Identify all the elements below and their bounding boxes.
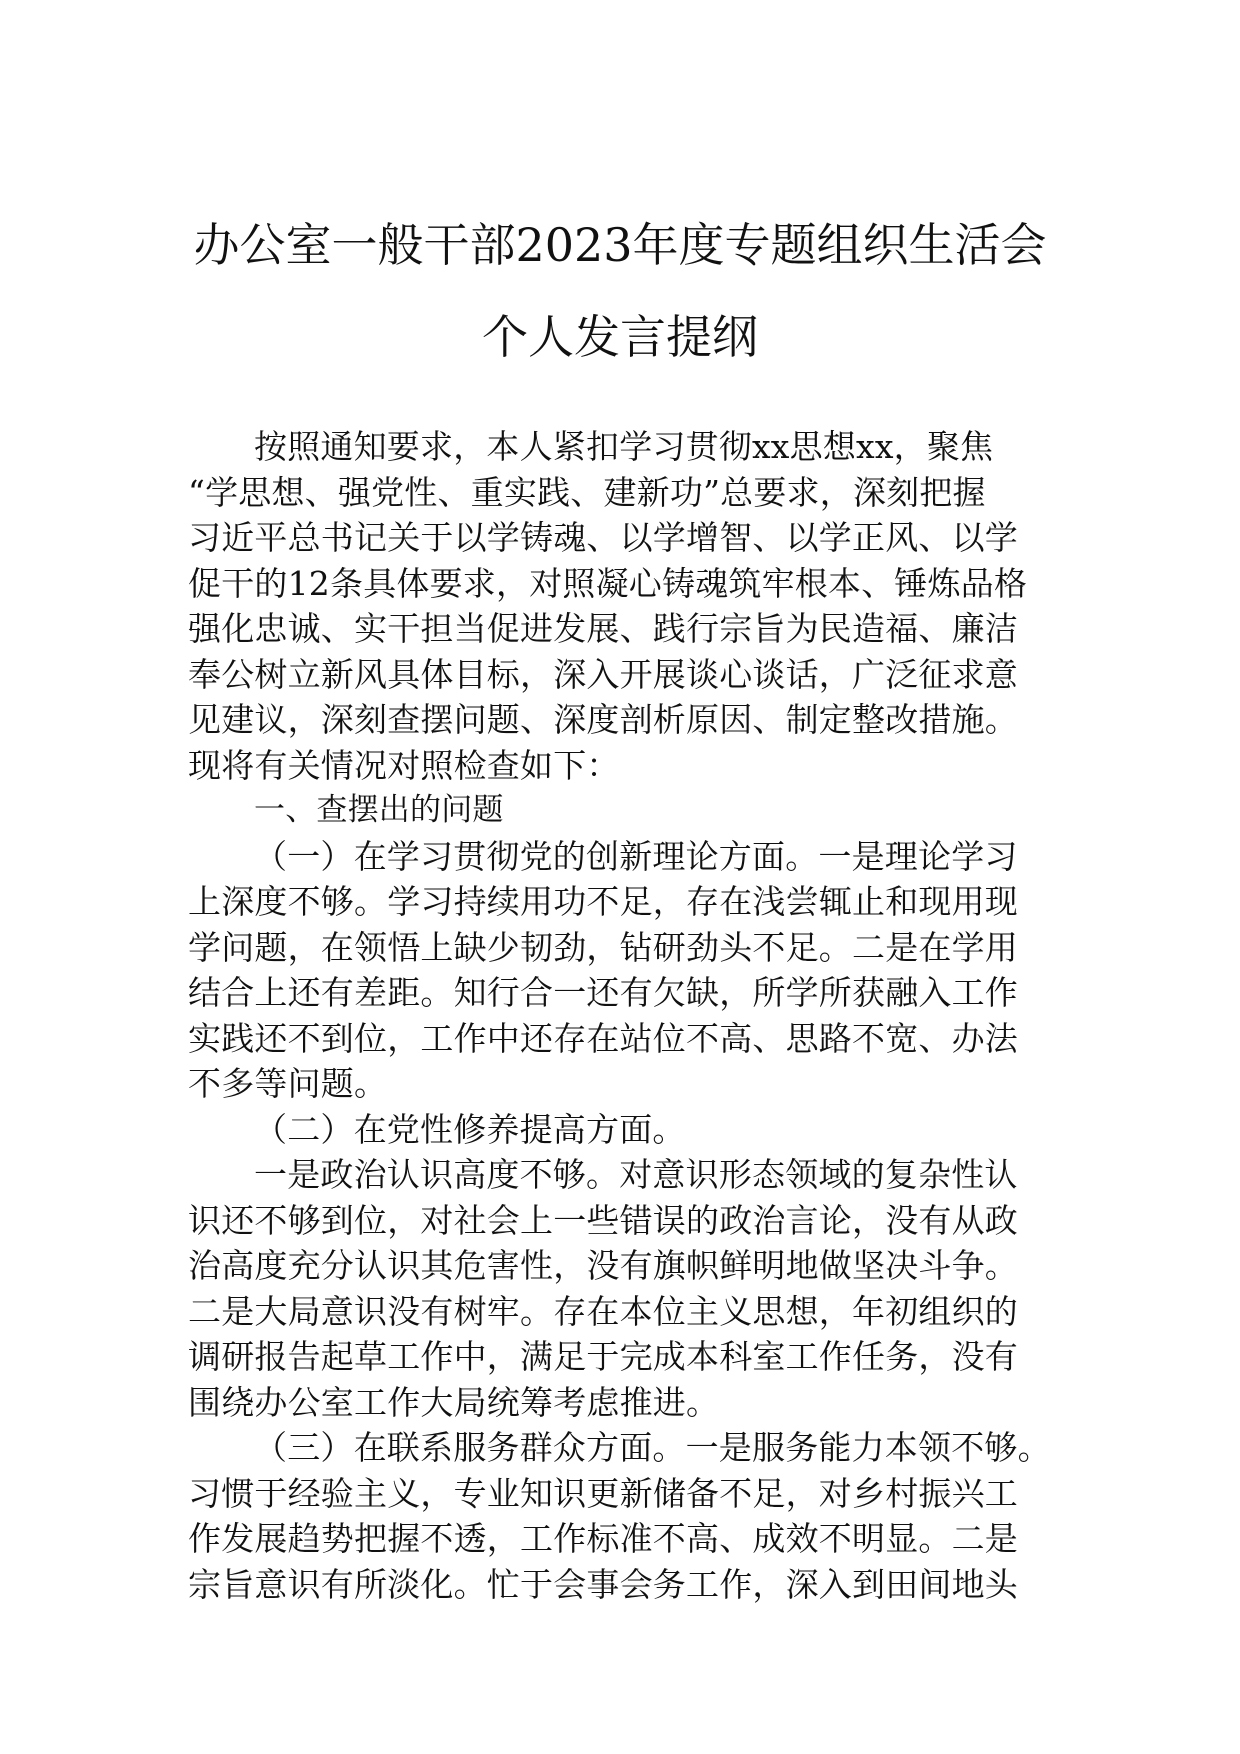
paragraph-line: 按照通知要求，本人紧扣学习贯彻xx思想xx，聚焦 <box>254 427 994 466</box>
paragraph-line: 上深度不够。学习持续用功不足，存在浅尝辄止和现用现 <box>188 882 1018 921</box>
section-heading: 一、查摆出的问题 <box>254 792 504 828</box>
document-title-line-2: 个人发言提纲 <box>482 310 758 364</box>
paragraph-line: 奉公树立新风具体目标，深入开展谈心谈话，广泛征求意 <box>188 654 1018 694</box>
paragraph-line: 见建议，深刻查摆问题、深度剖析原因、制定整改措施。 <box>188 700 1018 739</box>
paragraph-line: 习近平总书记关于以学铸魂、以学增智、以学正风、以学 <box>188 518 1018 557</box>
paragraph-line: 治高度充分认识其危害性，没有旗帜鲜明地做坚决斗争。 <box>188 1246 1018 1285</box>
paragraph-line: （一）在学习贯彻党的创新理论方面。一是理论学习 <box>254 836 1018 876</box>
subsection-heading: （二）在党性修养提高方面。 <box>254 1109 686 1149</box>
paragraph-line: 作发展趋势把握不透，工作标准不高、成效不明显。二是 <box>188 1519 1018 1558</box>
paragraph-line: 促干的12条具体要求，对照凝心铸魂筑牢根本、锤炼品格 <box>188 563 1028 603</box>
paragraph-line: 调研报告起草工作中，满足于完成本科室工作任务，没有 <box>188 1337 1018 1376</box>
paragraph-line: 宗旨意识有所淡化。忙于会事会务工作，深入到田间地头 <box>188 1564 1018 1604</box>
paragraph-line: 二是大局意识没有树牢。存在本位主义思想，年初组织的 <box>188 1291 1018 1331</box>
paragraph-line: 不多等问题。 <box>188 1064 388 1103</box>
paragraph-line: 识还不够到位，对社会上一些错误的政治言论，没有从政 <box>188 1200 1018 1240</box>
paragraph-line: 结合上还有差距。知行合一还有欠缺，所学所获融入工作 <box>188 973 1018 1012</box>
paragraph-line: 强化忠诚、实干担当促进发展、践行宗旨为民造福、廉洁 <box>188 609 1018 648</box>
document-body <box>188 424 1068 1607</box>
document-title-line-1: 办公室一般干部2023年度专题组织生活会 <box>193 218 1047 272</box>
paragraph-line: （三）在联系服务群众方面。一是服务能力本领不够。 <box>254 1428 1051 1467</box>
paragraph-line: 一是政治认识高度不够。对意识形态领域的复杂性认 <box>254 1155 1018 1194</box>
paragraph-line: 实践还不到位，工作中还存在站位不高、思路不宽、办法 <box>188 1018 1018 1058</box>
paragraph-line: 围绕办公室工作大局统筹考虑推进。 <box>188 1382 720 1422</box>
paragraph-line: “学思想、强党性、重实践、建新功”总要求，深刻把握 <box>188 472 986 512</box>
paragraph-line: 学问题，在领悟上缺少韧劲，钻研劲头不足。二是在学用 <box>188 927 1018 967</box>
paragraph-line: 习惯于经验主义，专业知识更新储备不足，对乡村振兴工 <box>188 1473 1018 1513</box>
paragraph-line: 现将有关情况对照检查如下： <box>188 745 620 785</box>
